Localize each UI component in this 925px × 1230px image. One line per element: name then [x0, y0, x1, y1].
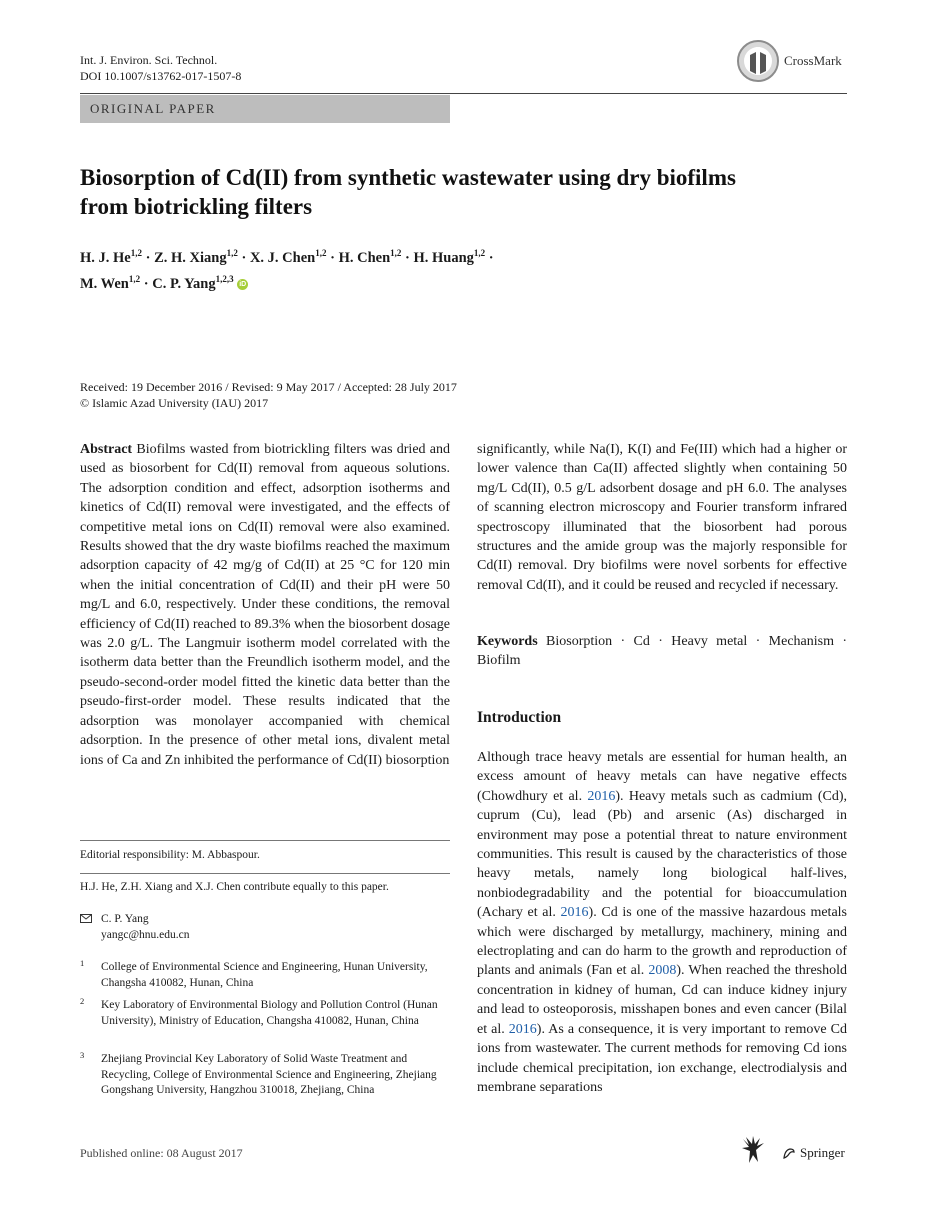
affiliation — [80, 998, 450, 1048]
citation-link[interactable]: 2016 — [587, 788, 616, 804]
intro-text-3: ). Cd is one of the massive hazardous metals which were discharged by metallurgy, machinery, mining and electroplating and can do harm to the growth and reproduction of plants and animals (Fan et al. — [477, 905, 848, 979]
citation-link[interactable]: 2016 — [508, 1021, 537, 1037]
journal-header — [80, 52, 241, 84]
affiliation-number: 3 — [80, 1050, 85, 1060]
intro-text-4: ). When reached the threshold concentration in kidney of human, Cd can induce kidney injury and lead to osteoporosis, misshapen bones and even cancer (Bilal et al. — [477, 963, 847, 1037]
affiliation — [80, 1052, 450, 1118]
author-sep: · — [142, 249, 155, 266]
introduction-heading: Introduction — [477, 709, 562, 726]
author[interactable]: C. P. Yang — [152, 275, 216, 292]
author-affil: 1,2 — [473, 248, 486, 258]
affiliation-number: 1 — [80, 958, 85, 968]
footnote-rule — [80, 873, 450, 874]
springer-logo[interactable] — [782, 1145, 845, 1161]
author-sep: · — [326, 249, 339, 266]
citation-link[interactable]: 2016 — [560, 905, 589, 921]
keywords — [477, 632, 847, 671]
springer-horse-icon — [740, 1135, 766, 1165]
keywords-heading: Keywords — [477, 634, 538, 649]
paper-title: Biosorption of Cd(II) from synthetic wastewater using dry biofilms from biotrickling filters — [80, 165, 736, 219]
affiliation-number: 2 — [80, 996, 85, 1006]
author-sep: · — [237, 249, 250, 266]
crossmark-badge[interactable] — [736, 38, 856, 84]
author-sep: · — [485, 249, 494, 266]
abstract-heading: Abstract — [80, 442, 133, 457]
equal-contribution-note: H.J. He, Z.H. Xiang and X.J. Chen contribute equally to this paper. — [80, 881, 389, 893]
intro-text-2: ). Heavy metals such as cadmium (Cd), cuprum (Cu), lead (Pb) and arsenic (As) discharged in environment may pose a potential threat to nature environment communities. This result is caused by the characteristics of those heavy metals, namely long biological half-lives, nonbiodegradability and the potential for bioaccumulation (Achary et al. — [477, 788, 848, 921]
section-label: ORIGINAL PAPER — [90, 101, 216, 116]
crossmark-label: CrossMark — [784, 53, 842, 68]
corresponding-author — [80, 912, 450, 944]
author-affil: 1,2 — [315, 248, 327, 258]
author[interactable]: Z. H. Xiang — [154, 249, 227, 266]
history-dates: Received: 19 December 2016 / Revised: 9 May 2017 / Accepted: 28 July 2017 — [80, 380, 457, 394]
author[interactable]: M. Wen — [80, 275, 129, 292]
introduction-text — [477, 748, 847, 1097]
author-affil: 1,2 — [130, 248, 142, 258]
affiliation — [80, 960, 450, 994]
abstract-text-left: Biofilms wasted from biotrickling filters was dried and used as biosorbent for Cd(II) removal from aqueous solutions. The adsorption condition and effect, adsorption isotherms and kinetics of Cd(II) removal were investigated, and the effects of competitive metal ions on Cd(II) removal were also examined. Results showed that the dry waste biofilms reached the maximum adsorption capacity of 42 mg/g of Cd(II) at 25 °C for 120 min when the initial concentration of Cd(II) and their pH were 50 mg/L and 6.0, respectively. Under these conditions, the removal efficiency of Cd(II) reached to 89.3% when the biosorbent dosage was 2.0 g/L. The Langmuir isotherm model correlated with the isotherm data better than the Freundlich isotherm model, and the pseudo-second-order model fitted the kinetic data better than the pseudo-first-order model. These results indicated that the adsorption was monolayer accompanied with chemical adsorption. In the presence of other metal ions, divalent metal ions of Ca and Zn inhibited the performance of Cd(II) biosorption — [80, 442, 451, 768]
keywords-text: Biosorption · Cd · Heavy metal · Mechanism · Biofilm — [477, 634, 848, 669]
author-list — [80, 243, 640, 295]
editorial-note: Editorial responsibility: M. Abbaspour. — [80, 849, 260, 861]
copyright: © Islamic Azad University (IAU) 2017 — [80, 396, 269, 410]
footnote-rule — [80, 840, 450, 841]
author[interactable]: H. Huang — [413, 249, 474, 266]
header-rule — [80, 93, 847, 94]
citation-link[interactable]: 2008 — [648, 963, 677, 979]
abstract-left — [80, 440, 450, 770]
author-affil: 1,2 — [390, 248, 402, 258]
orcid-icon[interactable]: iD — [239, 280, 247, 288]
abstract-right: significantly, while Na(I), K(I) and Fe(III) which had a higher or lower valence than Ca(II) affected slightly when containing 50 mg/L Cd(II), 0.5 g/L adsorbent dosage and pH 6.0. The analyses of scanning electron microscopy and Fourier transform infrared spectroscopy illuminated that the biosorbent had porous structures and the amide group was the majorly responsible for Cd(II) removal. Dry biofilms were novel sorbents for effective removal Cd(II), and it could be reused and recycled if necessary. — [477, 442, 847, 593]
doi[interactable]: DOI 10.1007/s13762-017-1507-8 — [80, 69, 242, 83]
contact-email[interactable]: yangc@hnu.edu.cn — [101, 928, 190, 941]
intro-text-1: Although trace heavy metals are essential for human health, an excess amount of heavy metals can have negative effects (Chowdhury et al. — [477, 750, 847, 804]
springer-mark-icon — [782, 1146, 796, 1160]
published-date: Published online: 08 August 2017 — [80, 1146, 243, 1160]
author-sep: · — [401, 249, 414, 266]
journal-name: Int. J. Environ. Sci. Technol. — [80, 53, 218, 67]
crossmark-icon — [736, 39, 780, 83]
affiliation-text: College of Environmental Science and Engineering, Hunan University, Changsha 410082, Hunan, China — [101, 961, 428, 989]
author[interactable]: X. J. Chen — [249, 249, 316, 266]
author-sep: · — [140, 275, 153, 292]
author-affil: 1,2,3 — [215, 273, 234, 284]
affiliation-text: Zhejiang Provincial Key Laboratory of Solid Waste Treatment and Recycling, College of Environmental Science and Engineering, Zhejiang Gongshang University, Hangzhou 310018, Zhejiang, China — [101, 1053, 437, 1096]
article-dates — [80, 379, 457, 411]
intro-text-5: ). As a consequence, it is very important to remove Cd ions from wastewater. The current methods for removing Cd ions include chemical precipitation, ion exchange, electrodialysis and membrane separations — [477, 1021, 847, 1095]
contact-name: C. P. Yang — [101, 913, 149, 925]
affiliation-text: Key Laboratory of Environmental Biology and Pollution Control (Hunan University), Ministry of Education, Changsha 410082, Hunan, China — [101, 999, 438, 1027]
author[interactable]: H. J. He — [80, 249, 131, 266]
author-affil: 1,2 — [226, 248, 238, 258]
author[interactable]: H. Chen — [338, 249, 391, 266]
springer-label: Springer — [800, 1145, 845, 1160]
envelope-icon — [80, 914, 92, 923]
author-affil: 1,2 — [128, 273, 141, 284]
section-band — [80, 95, 450, 123]
